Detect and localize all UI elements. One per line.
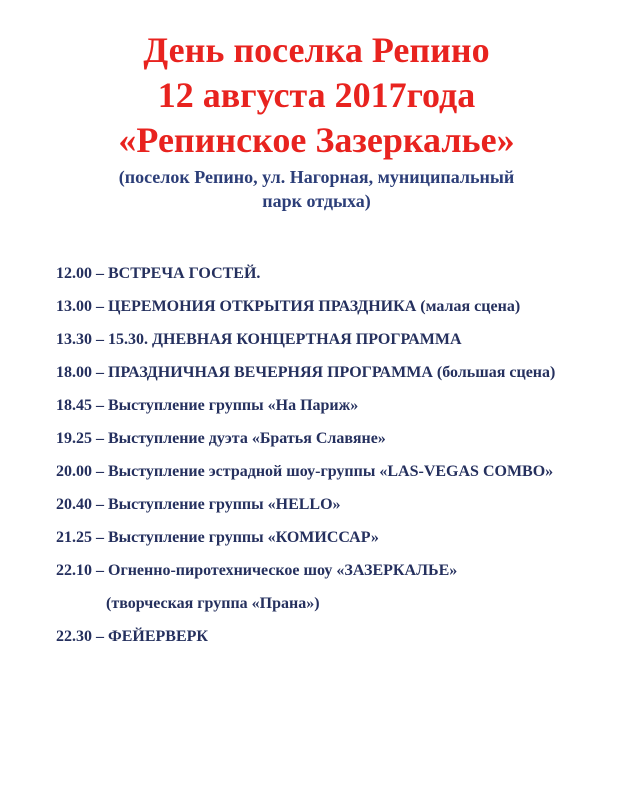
event-location-line1: (поселок Репино, ул. Нагорная, муниципальный (118, 167, 515, 187)
event-location-line2: парк отдыха) (262, 191, 371, 211)
schedule-item-1925: 19.25 – Выступление дуэта «Братья Славяне» (56, 430, 386, 447)
title-event-date: 12 августа 2017года (157, 75, 476, 115)
schedule-item-1800: 18.00 – ПРАЗДНИЧНАЯ ВЕЧЕРНЯЯ ПРОГРАММА (большая сцена) (56, 364, 556, 381)
schedule-item-2040: 20.40 – Выступление группы «HELLO» (56, 496, 341, 513)
poster-header (0, 28, 633, 213)
schedule-item-2000: 20.00 – Выступление эстрадной шоу-группы «LAS-VEGAS COMBO» (56, 463, 554, 480)
event-location (0, 165, 633, 213)
title-event-name: День поселка Репино (143, 30, 490, 70)
program-schedule (56, 262, 578, 658)
schedule-item-1330: 13.30 – 15.30. ДНЕВНАЯ КОНЦЕРТНАЯ ПРОГРАММА (56, 331, 462, 348)
schedule-item-2210: 22.10 – Огненно-пиротехническое шоу «ЗАЗЕРКАЛЬЕ» (56, 562, 458, 579)
schedule-item-1845: 18.45 – Выступление группы «На Париж» (56, 397, 359, 414)
schedule-item-2125: 21.25 – Выступление группы «КОМИССАР» (56, 529, 379, 546)
schedule-item-2210-note: (творческая группа «Прана») (106, 595, 320, 612)
schedule-item-2230: 22.30 – ФЕЙЕРВЕРК (56, 628, 209, 645)
schedule-item-1300: 13.00 – ЦЕРЕМОНИЯ ОТКРЫТИЯ ПРАЗДНИКА (малая сцена) (56, 298, 521, 315)
title-event-theme: «Репинское Зазеркалье» (118, 120, 515, 160)
schedule-item-1200: 12.00 – ВСТРЕЧА ГОСТЕЙ. (56, 265, 261, 282)
